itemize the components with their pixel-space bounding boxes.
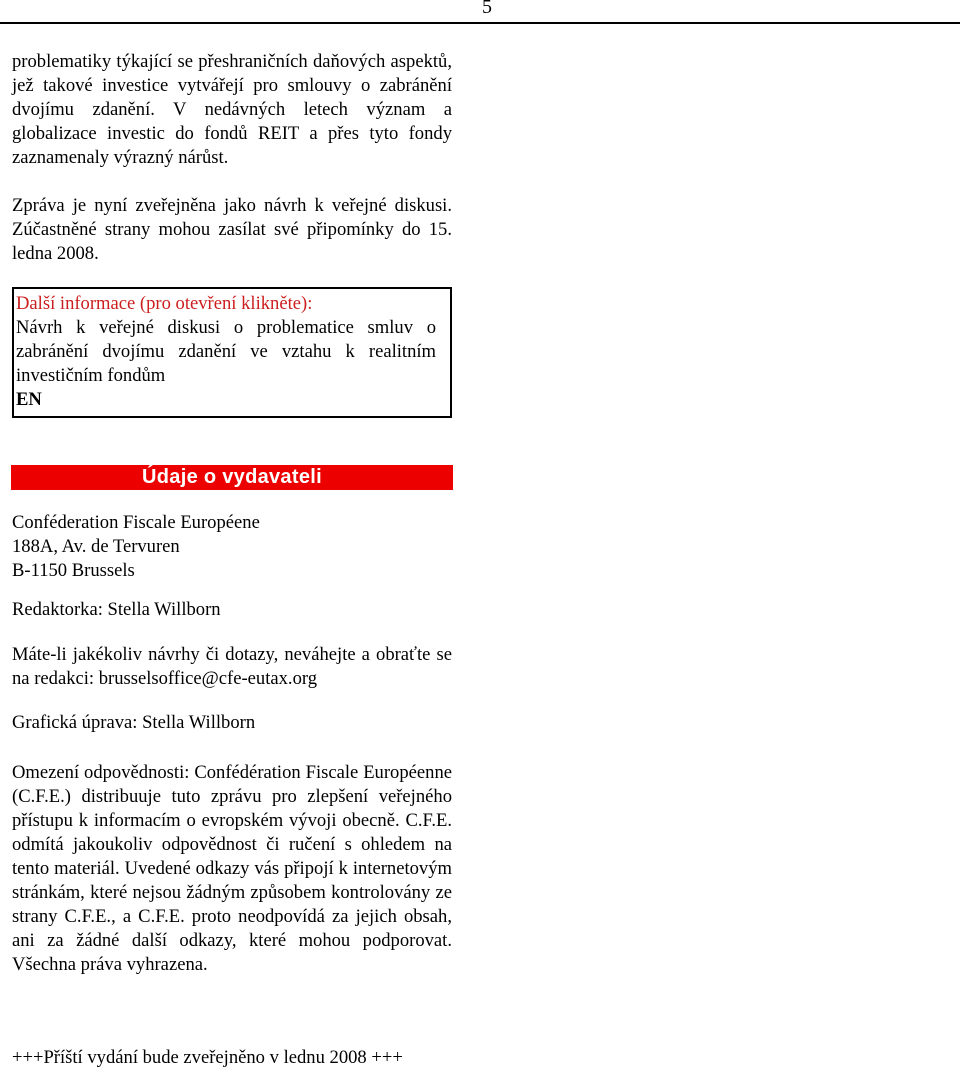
contact-text: Máte-li jakékoliv návrhy či dotazy, neváhejte a obraťte se na redakci: brusselsoffice@cfe-eutax.org: [12, 644, 452, 689]
report-text: Zpráva je nyní zveřejněna jako návrh k veřejné diskusi. Zúčastněné strany mohou zasílat své připomínky do 15. ledna 2008.: [12, 195, 452, 264]
address-line-street: 188A, Av. de Tervuren: [12, 536, 180, 557]
next-issue-paragraph: [12, 1046, 452, 1070]
intro-paragraph: [12, 50, 452, 170]
report-paragraph: [12, 194, 452, 266]
contact-paragraph: [12, 643, 452, 691]
more-info-title: Další informace (pro otevření klikněte):: [16, 293, 313, 314]
next-issue-text: +++Příští vydání bude zveřejněno v lednu 2008 +++: [12, 1047, 403, 1068]
disclaimer-paragraph: [12, 761, 452, 977]
address-line-city: B-1150 Brussels: [12, 560, 135, 581]
editor-text: Redaktorka: Stella Willborn: [12, 599, 221, 620]
language-link-en[interactable]: EN: [16, 389, 42, 410]
consultation-link[interactable]: Návrh k veřejné diskusi o problematice smluv o zabránění dvojímu zdanění ve vztahu k realitním investičním fondům: [16, 317, 436, 386]
more-info-box: [12, 287, 452, 418]
intro-text: problematiky týkající se přeshraničních daňových aspektů, jež takové investice vytvářejí pro smlouvy o zabránění dvojímu zdanění. V nedávných letech význam a globalizace investic do fondů REIT a přes tyto fondy zaznamenaly výrazný nárůst.: [12, 51, 452, 168]
publisher-heading: Údaje o vydavateli: [11, 465, 453, 490]
design-paragraph: [12, 711, 452, 735]
page-number: 5: [482, 0, 492, 18]
design-text: Grafická úprava: Stella Willborn: [12, 712, 256, 733]
address-block: [12, 511, 452, 583]
disclaimer-text: Omezení odpovědnosti: Confédération Fiscale Européenne (C.F.E.) distribuuje tuto zprávu pro zlepšení veřejného přístupu k informacím o evropském vývoji obecně. C.F.E. odmítá jakoukoliv odpovědnost či ručení s ohledem na tento materiál. Uvedené odkazy vás připojí k internetovým stránkám, které nejsou žádným způsobem kontrolovány ze strany C.F.E., a C.F.E. proto neodpovídá za jejich obsah, ani za žádné další odkazy, které mohou podporovat. Všechna práva vyhrazena.: [12, 762, 452, 975]
editor-paragraph: [12, 598, 452, 622]
address-line-org: Conféderation Fiscale Européene: [12, 512, 260, 533]
header-rule: [0, 22, 960, 24]
publisher-address: [12, 511, 452, 583]
